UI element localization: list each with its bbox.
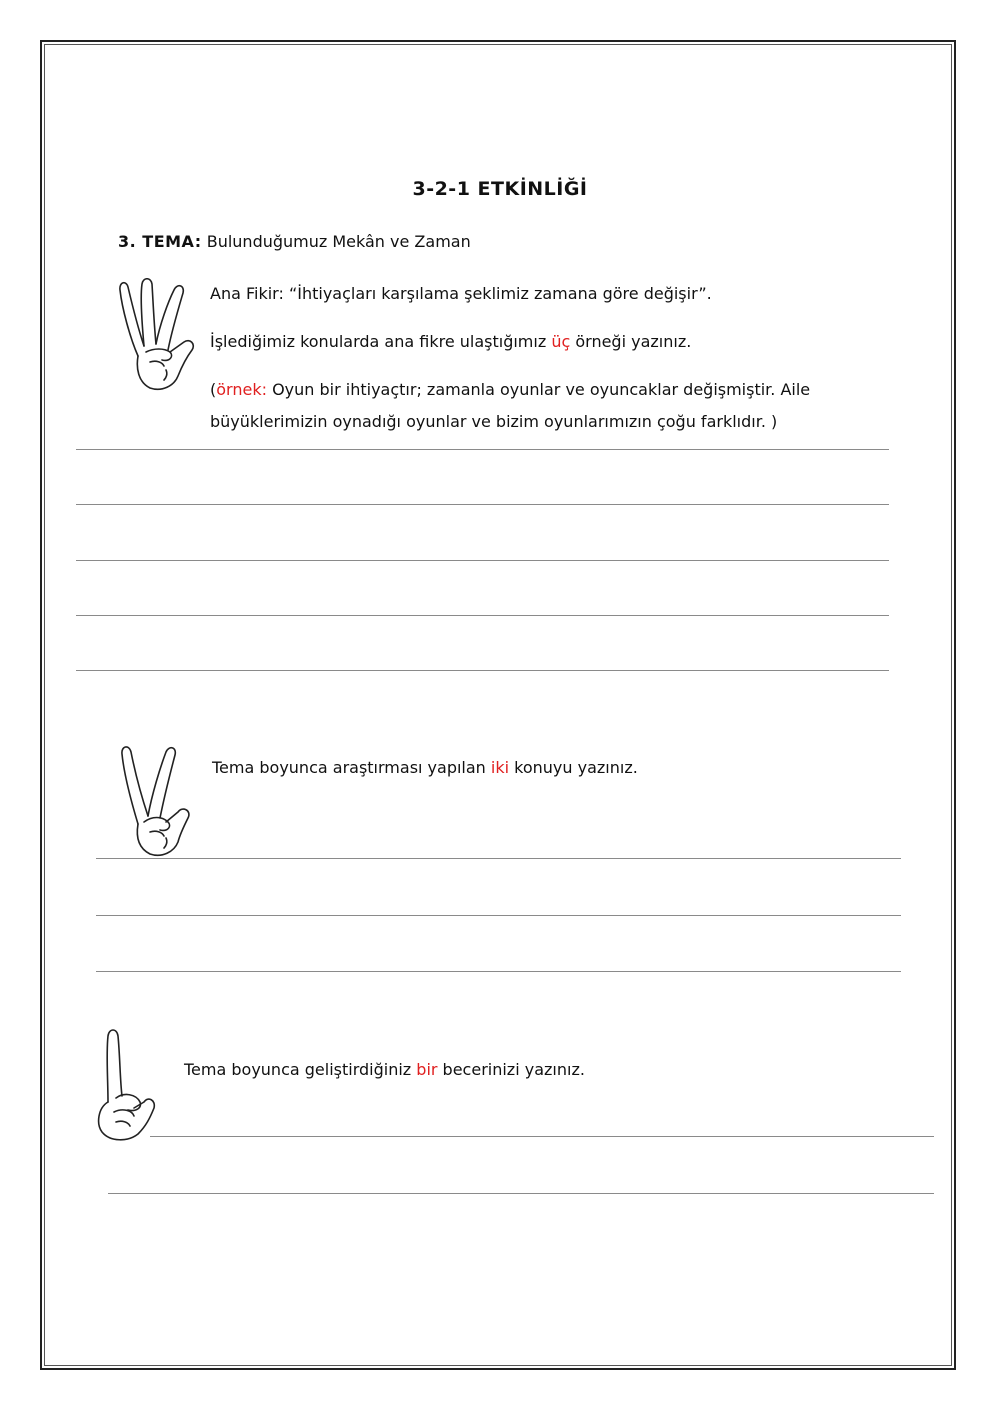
answer-line[interactable] bbox=[76, 615, 889, 616]
one-finger-hand-icon bbox=[92, 1028, 158, 1144]
answer-line[interactable] bbox=[108, 1193, 934, 1194]
answer-line[interactable] bbox=[96, 971, 901, 972]
answer-line[interactable] bbox=[96, 858, 901, 859]
page-title: 3-2-1 ETKİNLİĞİ bbox=[412, 178, 588, 200]
section1-instruction bbox=[184, 1054, 585, 1086]
answer-line[interactable] bbox=[76, 504, 889, 505]
section2-instruction bbox=[212, 752, 638, 784]
section3-instruction-before: İşlediğimiz konularda ana fikre ulaştığımız bbox=[210, 332, 552, 351]
answer-line[interactable] bbox=[76, 670, 889, 671]
answer-line[interactable] bbox=[76, 449, 889, 450]
theme-heading bbox=[118, 232, 471, 251]
two-fingers-hand-icon bbox=[116, 742, 192, 860]
section3-highlight: üç bbox=[551, 332, 571, 351]
section1-highlight: bir bbox=[416, 1060, 438, 1079]
example-body: Oyun bir ihtiyaçtır; zamanla oyunlar ve oyuncaklar değişmiştir. Aile bbox=[266, 380, 811, 399]
theme-label: 3. TEMA: bbox=[118, 232, 202, 251]
main-idea-text: Ana Fikir: “İhtiyaçları karşılama şeklimiz zamana göre değişir”. bbox=[210, 284, 712, 303]
section3-instruction bbox=[210, 326, 691, 358]
three-fingers-hand-icon bbox=[116, 278, 202, 394]
answer-line[interactable] bbox=[150, 1136, 934, 1137]
answer-line[interactable] bbox=[76, 560, 889, 561]
section2-instruction-after: konuyu yazınız. bbox=[509, 758, 638, 777]
answer-line[interactable] bbox=[96, 915, 901, 916]
example-open: ( bbox=[210, 380, 217, 399]
section2-instruction-before: Tema boyunca araştırması yapılan bbox=[212, 758, 491, 777]
section3-instruction-after: örneği yazınız. bbox=[570, 332, 692, 351]
section1-instruction-before: Tema boyunca geliştirdiğiniz bbox=[184, 1060, 417, 1079]
example-text bbox=[210, 374, 930, 438]
section1-instruction-after: becerinizi yazınız. bbox=[437, 1060, 585, 1079]
example-label: örnek: bbox=[216, 380, 267, 399]
theme-name: Bulunduğumuz Mekân ve Zaman bbox=[206, 232, 471, 251]
example-body-2: büyüklerimizin oynadığı oyunlar ve bizim oyunlarımızın çoğu farklıdır. ) bbox=[210, 412, 778, 431]
section2-highlight: iki bbox=[490, 758, 510, 777]
